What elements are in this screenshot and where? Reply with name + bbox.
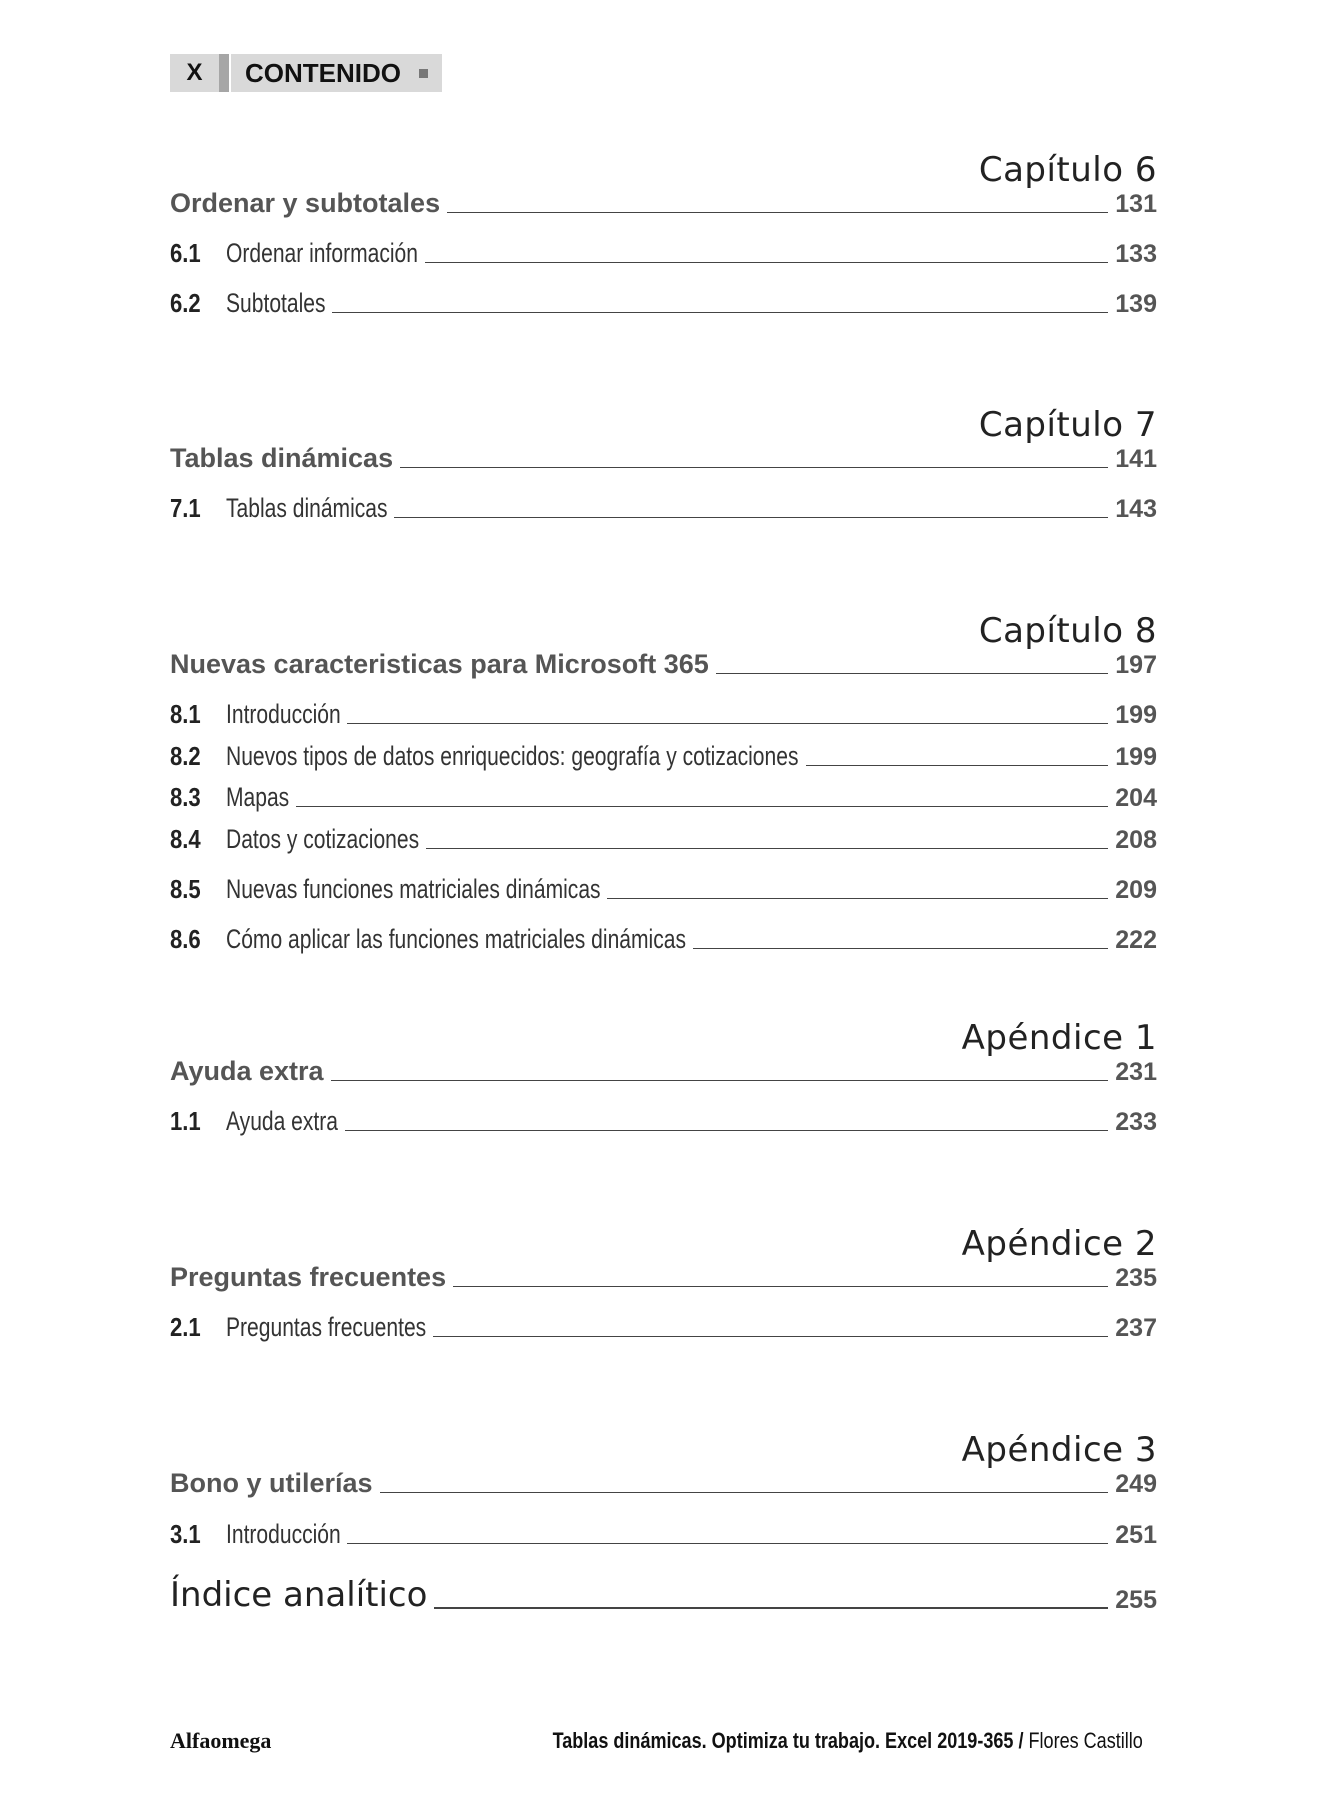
leader-line — [447, 212, 1108, 213]
section-number: 1.1 — [170, 1106, 201, 1136]
section-title: Cómo aplicar las funciones matriciales dinámicas — [226, 924, 687, 954]
leader-line — [380, 1492, 1109, 1493]
leader-line — [607, 898, 1108, 899]
section-number: 8.1 — [170, 699, 201, 729]
section-title: Ayuda extra — [226, 1106, 339, 1136]
page-number: 204 — [1115, 784, 1157, 812]
section-title: Tablas dinámicas — [226, 493, 388, 523]
chapter-6-entry[interactable] — [170, 188, 1157, 219]
section-number: 3.1 — [170, 1519, 201, 1549]
page-number: 235 — [1115, 1264, 1157, 1292]
page-number: 141 — [1115, 445, 1157, 473]
chapter-title: Ordenar y subtotales — [170, 188, 441, 218]
leader-line — [716, 673, 1108, 674]
chapter-title: Bono y utilerías — [170, 1468, 373, 1498]
page-number: 222 — [1115, 926, 1157, 954]
page-number: 139 — [1115, 290, 1157, 318]
author-name: Flores Castillo — [1028, 1728, 1143, 1753]
chapter-title: Ayuda extra — [170, 1056, 324, 1086]
chapter-title: Tablas dinámicas — [170, 443, 394, 473]
section-title: Introducción — [226, 1519, 341, 1549]
section-number: 8.2 — [170, 741, 201, 771]
appendix-1-entry[interactable] — [170, 1056, 1157, 1087]
header-divider — [219, 54, 229, 92]
chapter-8-entry[interactable] — [170, 649, 1157, 680]
section-6-1-entry[interactable] — [170, 238, 1157, 269]
book-title: Tablas dinámicas. Optimiza tu trabajo. Excel 2019-365 — [552, 1728, 1014, 1753]
page-number: 199 — [1115, 701, 1157, 729]
appendix-2-entry[interactable] — [170, 1262, 1157, 1293]
section-title: Introducción — [226, 699, 341, 729]
section-number: 8.4 — [170, 824, 201, 854]
leader-line — [426, 848, 1108, 849]
leader-line — [434, 1607, 1108, 1609]
chapter-7-entry[interactable] — [170, 443, 1157, 474]
running-footer — [553, 1728, 1143, 1754]
section-8-5-entry[interactable] — [170, 874, 1157, 905]
section-number: 8.5 — [170, 874, 201, 904]
page-number: 131 — [1115, 190, 1157, 218]
page-number: 208 — [1115, 826, 1157, 854]
section-6-2-entry[interactable] — [170, 288, 1157, 319]
page-number: 233 — [1115, 1108, 1157, 1136]
appendix-2-heading: Apéndice 2 — [961, 1224, 1157, 1264]
page-number: 237 — [1115, 1314, 1157, 1342]
section-7-1-entry[interactable] — [170, 493, 1157, 524]
leader-line — [394, 517, 1108, 518]
section-number: 2.1 — [170, 1312, 201, 1342]
appendix-3-entry[interactable] — [170, 1468, 1157, 1499]
section-1-1-entry[interactable] — [170, 1106, 1157, 1137]
leader-line — [693, 948, 1108, 949]
page-number: 255 — [1115, 1586, 1157, 1614]
leader-line — [332, 312, 1108, 313]
section-8-6-entry[interactable] — [170, 924, 1157, 955]
chapter-6-heading: Capítulo 6 — [978, 150, 1157, 190]
section-title: Datos y cotizaciones — [226, 824, 420, 854]
appendix-3-heading: Apéndice 3 — [961, 1430, 1157, 1470]
section-2-1-entry[interactable] — [170, 1312, 1157, 1343]
index-entry[interactable] — [170, 1575, 1157, 1615]
section-number: 8.3 — [170, 782, 201, 812]
chapter-7-heading: Capítulo 7 — [978, 405, 1157, 445]
section-title: Ordenar información — [226, 238, 418, 268]
leader-line — [296, 806, 1108, 807]
chapter-title: Nuevas caracteristicas para Microsoft 365 — [170, 649, 709, 679]
chapter-8-heading: Capítulo 8 — [978, 611, 1157, 651]
section-3-1-entry[interactable] — [170, 1519, 1157, 1550]
section-number: 6.1 — [170, 238, 201, 268]
leader-line — [453, 1286, 1108, 1287]
leader-line — [806, 765, 1108, 766]
section-8-1-entry[interactable] — [170, 699, 1157, 730]
leader-line — [347, 1543, 1108, 1544]
page-number: 133 — [1115, 240, 1157, 268]
section-title: Nuevas funciones matriciales dinámicas — [226, 874, 601, 904]
publisher-name: Alfaomega — [170, 1728, 272, 1753]
section-number: 6.2 — [170, 288, 201, 318]
section-title: Preguntas frecuentes — [226, 1312, 427, 1342]
section-8-2-entry[interactable] — [170, 741, 1157, 772]
square-bullet-icon — [419, 69, 428, 78]
page-number: 197 — [1115, 651, 1157, 679]
index-title: Índice analítico — [170, 1575, 428, 1615]
section-number: 8.6 — [170, 924, 201, 954]
leader-line — [347, 723, 1108, 724]
leader-line — [400, 467, 1108, 468]
section-title: Mapas — [226, 782, 290, 812]
leader-line — [345, 1130, 1108, 1131]
header-title — [231, 54, 442, 92]
page-number: 143 — [1115, 495, 1157, 523]
page-number: 251 — [1115, 1521, 1157, 1549]
header-title-text: CONTENIDO — [245, 57, 401, 88]
section-title: Subtotales — [226, 288, 326, 318]
page-number: 249 — [1115, 1470, 1157, 1498]
section-title: Nuevos tipos de datos enriquecidos: geografía y cotizaciones — [226, 741, 799, 771]
page-number: 199 — [1115, 743, 1157, 771]
page-number: 231 — [1115, 1058, 1157, 1086]
page-number: 209 — [1115, 876, 1157, 904]
page-number-x: X — [170, 54, 219, 92]
leader-line — [433, 1336, 1108, 1337]
running-header — [170, 54, 442, 92]
appendix-1-heading: Apéndice 1 — [961, 1018, 1157, 1058]
footer-separator: / — [1018, 1728, 1024, 1753]
chapter-title: Preguntas frecuentes — [170, 1262, 447, 1292]
section-8-3-entry[interactable] — [170, 782, 1157, 813]
leader-line — [331, 1080, 1109, 1081]
section-8-4-entry[interactable] — [170, 824, 1157, 855]
leader-line — [425, 262, 1108, 263]
section-number: 7.1 — [170, 493, 201, 523]
